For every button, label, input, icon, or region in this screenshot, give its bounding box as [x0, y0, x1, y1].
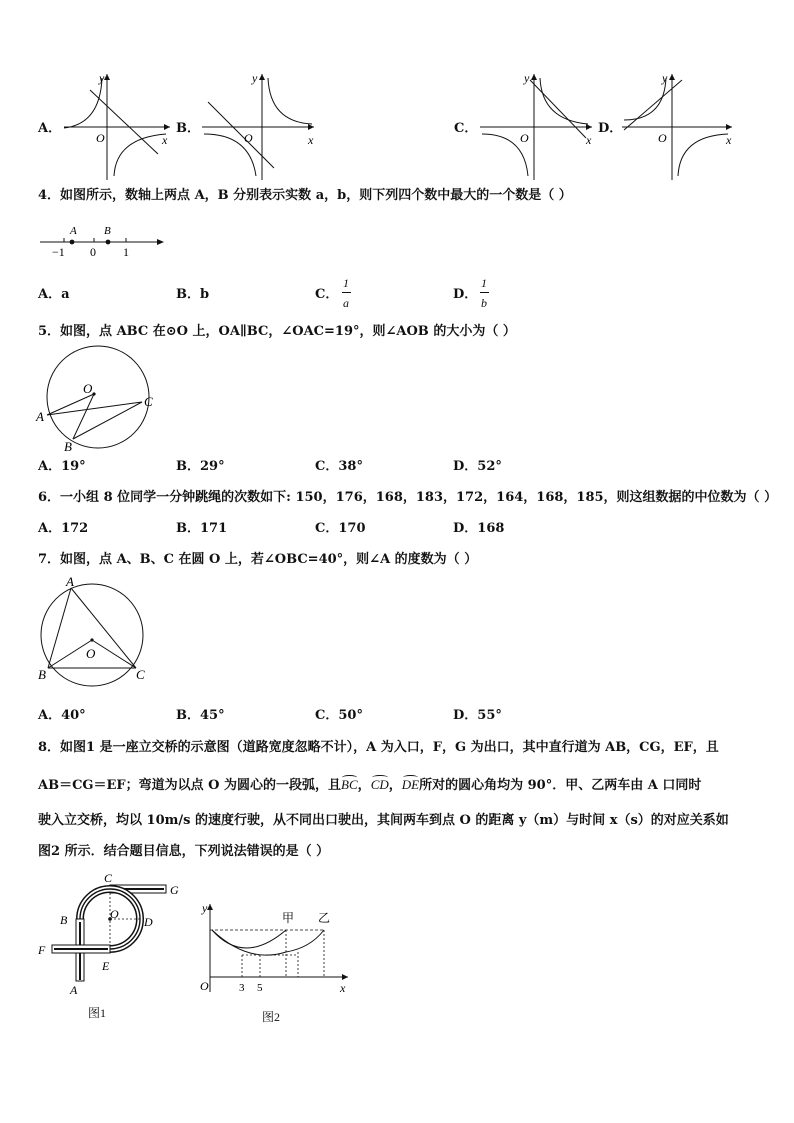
q5-label-o: O	[83, 381, 93, 396]
q4-option-c-numerator: 1	[343, 276, 349, 290]
q8-fig1-d: D	[144, 915, 153, 929]
q8-fig2-jia: 甲	[282, 911, 295, 925]
q7-option-a: A．40°	[38, 708, 86, 723]
q5-option-d: D．52°	[453, 459, 502, 474]
q8-sep-1: ，	[357, 778, 371, 793]
q5-option-c: C．38°	[315, 459, 363, 474]
q7-question-text: 7．如图，点 A、B、C 在圆 O 上，若∠OBC=40°，则∠A 的度数为（ ）	[38, 552, 478, 567]
q8-fig2-tick-3: 3	[239, 982, 245, 994]
q3-graph-d	[620, 72, 736, 182]
q4-point-b: B	[104, 225, 111, 237]
q3-graph-c-y: y	[524, 71, 530, 85]
q3-option-c-label: C．	[454, 121, 478, 136]
q3-graph-b	[200, 72, 318, 182]
q4-option-d-fraction-bar	[480, 292, 489, 293]
q4-option-c-denominator: a	[343, 296, 349, 310]
q8-text-line-2	[38, 778, 701, 792]
q4-option-d: D．	[453, 287, 478, 302]
q7-label-a: A	[66, 574, 74, 589]
q5-label-c: C	[144, 394, 153, 409]
q8-fig1-f: F	[38, 943, 46, 957]
q8-line2-post: 所对的圆心角均为 90°．甲、乙两车由 A 口同时	[419, 778, 702, 793]
q7-label-o: O	[86, 646, 96, 661]
q7-option-d: D．55°	[453, 708, 502, 723]
q3-graph-c-o: O	[520, 131, 529, 145]
q3-graph-b-o: O	[244, 131, 253, 145]
q4-question-text: 4．如图所示，数轴上两点 A，B 分别表示实数 a，b，则下列四个数中最大的一个数是（ ）	[38, 188, 572, 203]
q8-fig1-caption: 图1	[88, 1006, 107, 1020]
q7-option-c: C．50°	[315, 708, 363, 723]
q8-fig1-b: B	[60, 913, 68, 927]
q4-option-c: C．	[315, 287, 339, 302]
q4-tick-m1: −1	[52, 245, 65, 259]
q4-tick-0: 0	[90, 245, 96, 259]
q8-figure-2-graph	[198, 902, 354, 998]
q8-text-line-3: 驶入立交桥，均以 10m/s 的速度行驶，从不同出口驶出，其间两车到点 O 的距离 y（m）与时间 x（s）的对应关系如	[38, 813, 729, 828]
q4-option-c-fraction-bar	[342, 292, 351, 293]
q3-graph-d-x: x	[726, 133, 732, 147]
q3-option-b-label: B．	[176, 121, 200, 136]
q6-question-text: 6．一小组 8 位同学一分钟跳绳的次数如下: 150，176，168，183，172，164，168，185，则这组数据的中位数为（ ）	[38, 490, 778, 505]
q4-option-d-denominator: b	[481, 296, 487, 310]
q8-fig1-g: G	[170, 883, 179, 897]
q8-fig2-o: O	[200, 979, 209, 993]
q3-graph-d-y: y	[662, 71, 668, 85]
q3-graph-a-x: x	[162, 133, 168, 147]
q8-line2-pre: AB＝CG＝EF；弯道为以点 O 为圆心的一段弧，且	[38, 778, 342, 793]
q7-option-b: B．45°	[176, 708, 225, 723]
q8-fig2-caption: 图2	[262, 1010, 281, 1024]
q3-graph-a-o: O	[96, 131, 105, 145]
q6-option-d: D．168	[453, 521, 505, 536]
q5-question-text: 5．如图，点 ABC 在⊙O 上，OA∥BC，∠OAC=19°，则∠AOB 的大小为（ ）	[38, 324, 516, 339]
q8-fig1-c: C	[104, 871, 113, 885]
q5-option-a: A．19°	[38, 459, 86, 474]
q7-label-b: B	[38, 667, 46, 682]
q3-graph-c	[478, 72, 596, 182]
q4-option-a: A．a	[38, 287, 70, 302]
q3-graph-b-x: x	[308, 133, 314, 147]
q3-graph-b-y: y	[252, 71, 258, 85]
q8-fig1-e: E	[102, 959, 110, 973]
q5-label-a: A	[36, 409, 44, 424]
q6-option-c: C．170	[315, 521, 366, 536]
q6-option-a: A．172	[38, 521, 89, 536]
q6-option-b: B．171	[176, 521, 228, 536]
q8-fig2-tick-5: 5	[257, 982, 263, 994]
q8-fig2-y: y	[202, 901, 208, 915]
q8-fig1-a: A	[70, 983, 78, 997]
q8-arc-de: DE	[401, 777, 420, 792]
q5-circle-figure	[38, 345, 158, 453]
q7-circle-figure	[36, 576, 154, 686]
q8-text-line-4: 图2 所示．结合题目信息，下列说法错误的是（ ）	[38, 844, 330, 859]
q8-sep-2: ，	[388, 778, 402, 793]
q3-graph-d-o: O	[658, 131, 667, 145]
q4-point-a: A	[70, 225, 77, 237]
q8-text-line-1: 8．如图1 是一座立交桥的示意图（道路宽度忽略不计），A 为入口，F，G 为出口，其中直行道为 AB，CG，EF，且	[38, 740, 719, 755]
q3-option-d-label: D．	[598, 121, 623, 136]
q5-label-b: B	[64, 439, 72, 454]
q3-graph-a-y: y	[99, 71, 105, 85]
q3-option-a-label: A．	[38, 121, 62, 136]
q8-figure-1-interchange	[36, 870, 186, 1000]
q7-label-c: C	[136, 667, 145, 682]
q3-graph-a	[62, 72, 172, 182]
q4-tick-1: 1	[123, 245, 129, 259]
q8-arc-cd: CD	[370, 777, 389, 792]
q4-option-d-numerator: 1	[481, 276, 487, 290]
q4-option-b: B．b	[176, 287, 210, 302]
q8-fig1-o: O	[110, 907, 119, 921]
q8-fig2-x: x	[340, 981, 346, 995]
q5-option-b: B．29°	[176, 459, 225, 474]
q8-arc-bc: BC	[341, 777, 358, 792]
q4-number-line	[38, 222, 168, 258]
q3-graph-c-x: x	[586, 133, 592, 147]
q8-fig2-yi: 乙	[318, 911, 331, 925]
